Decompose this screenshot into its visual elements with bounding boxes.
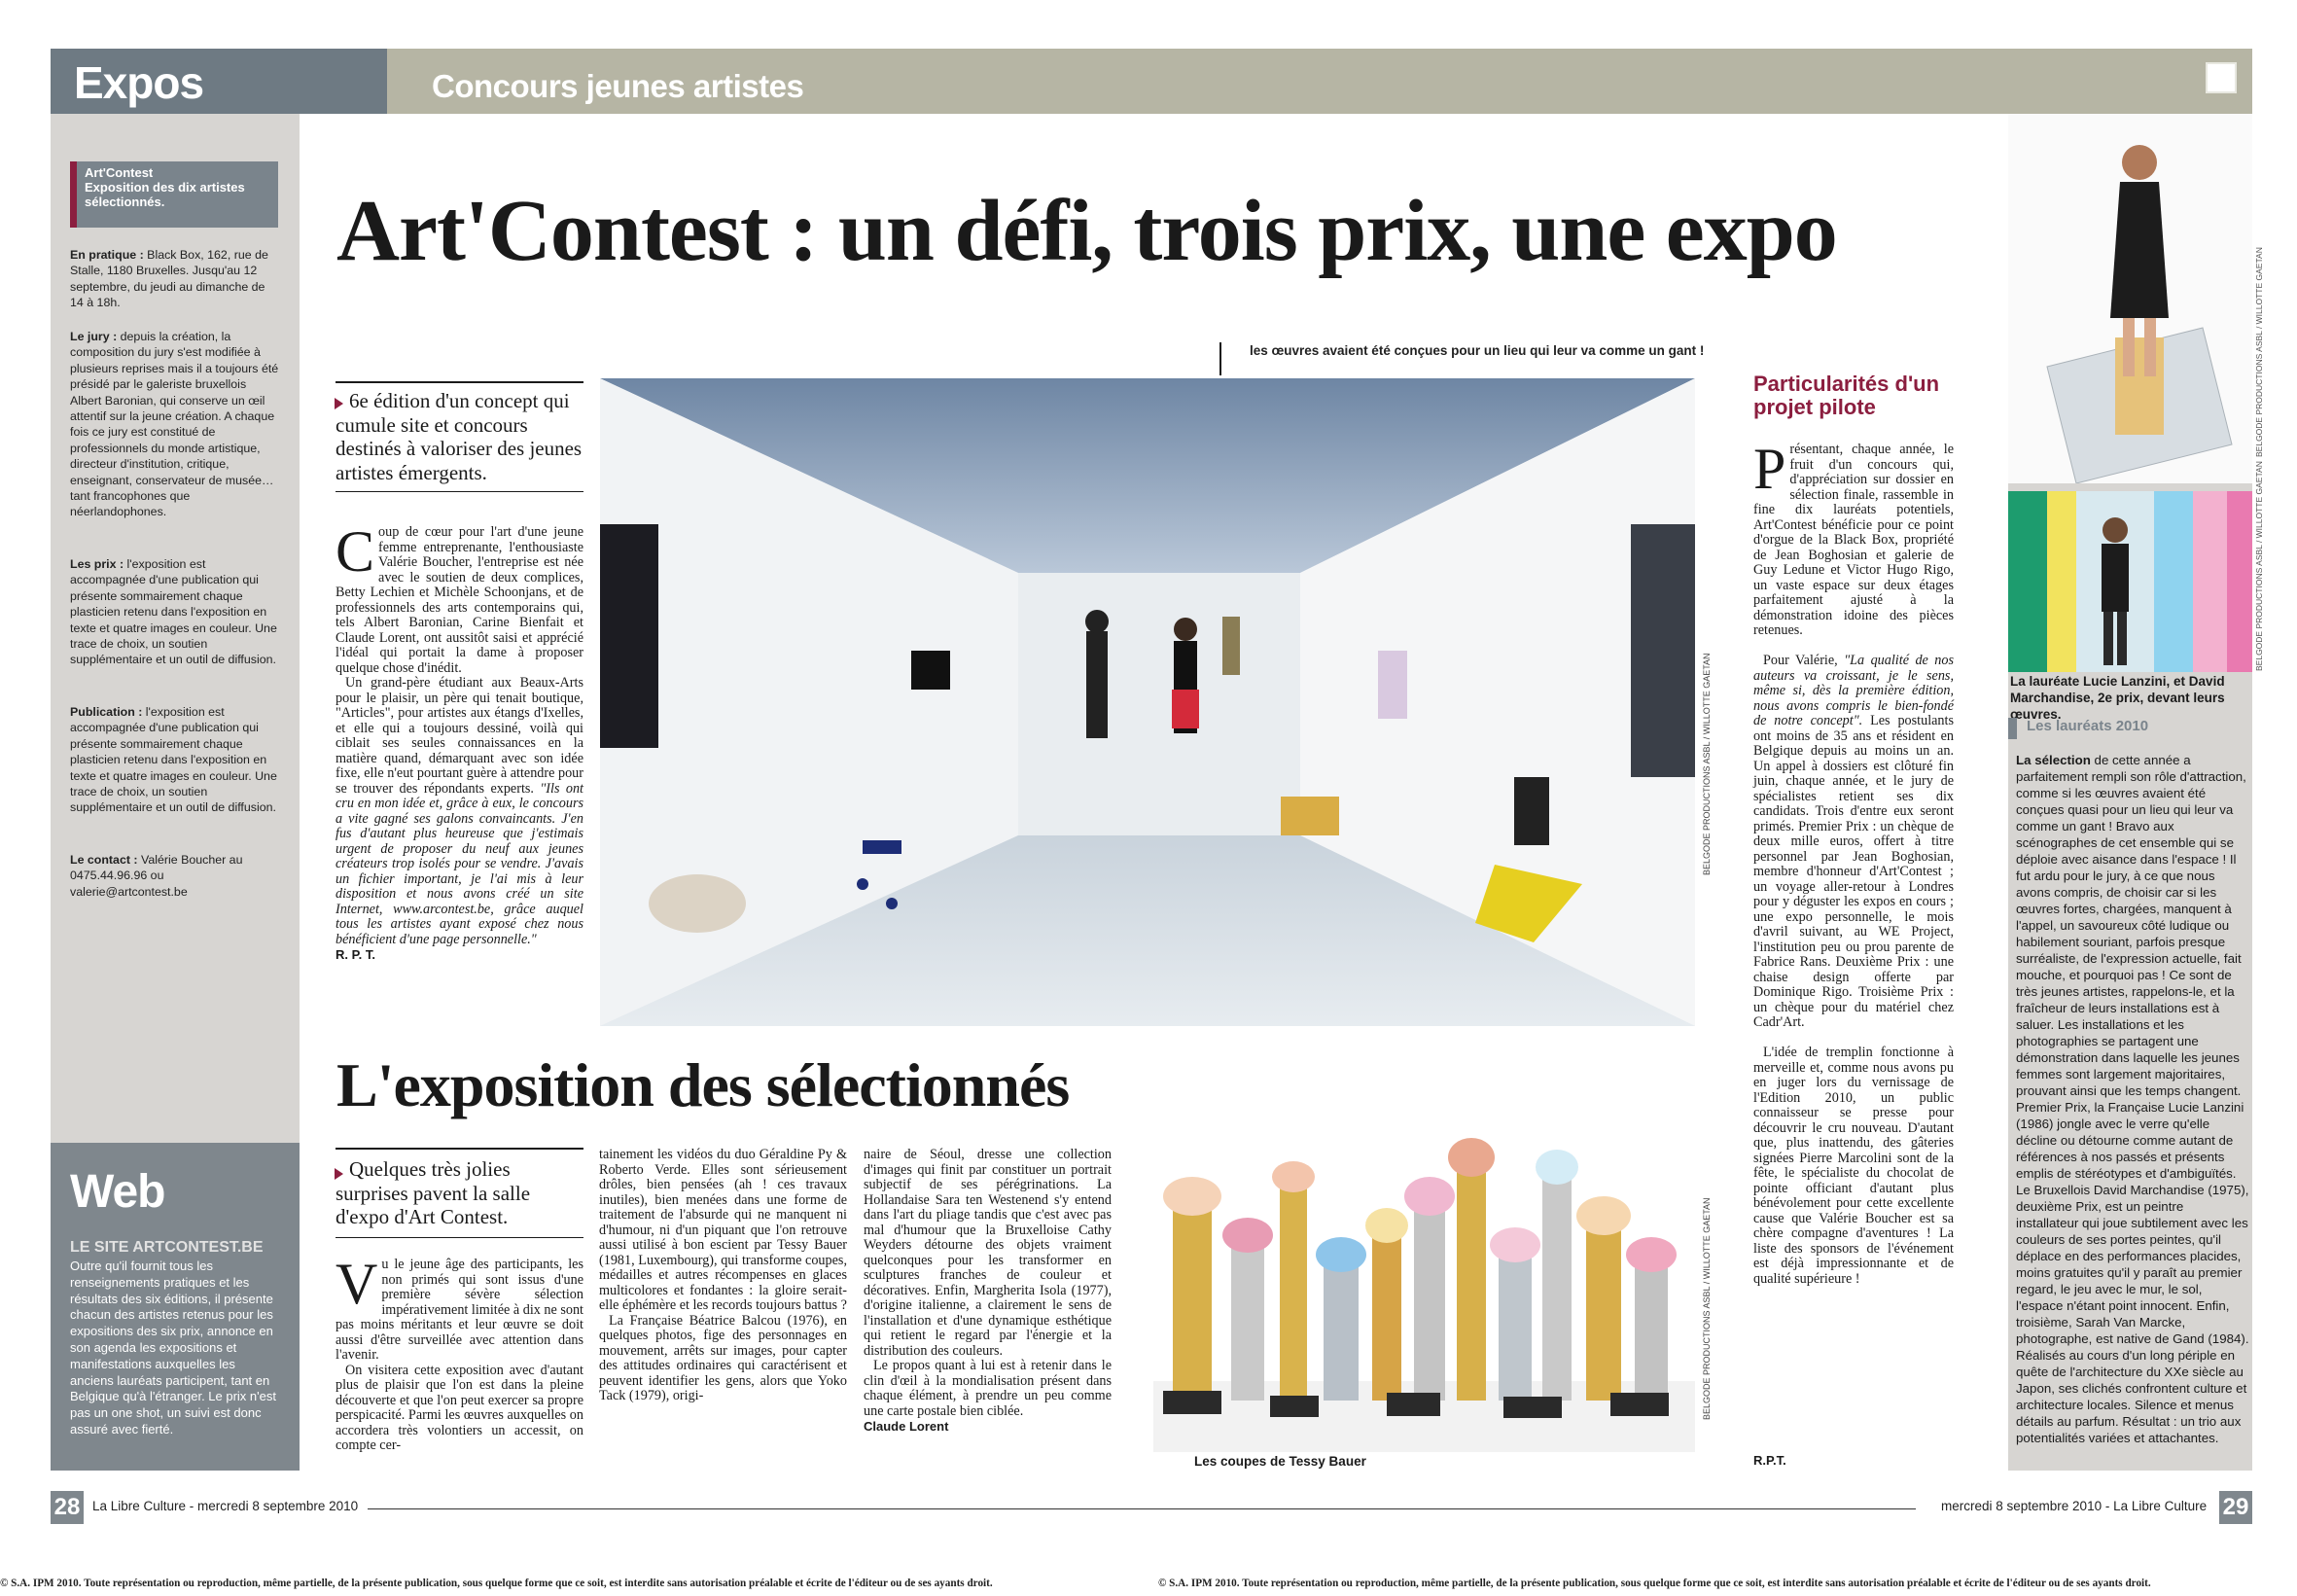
footer-text: mercredi 8 septembre 2010 - La Libre Culture	[1941, 1499, 2208, 1513]
gallery-photo	[600, 378, 1695, 1026]
page-title: Art'Contest : un défi, trois prix, une expo	[336, 183, 1837, 279]
footer-rule	[368, 1508, 1916, 1509]
web-subtitle: LE SITE ARTCONTEST.BE	[70, 1239, 264, 1256]
section-label: Expos	[74, 57, 204, 108]
article-column: Vu le jeune âge des participants, les non primés qui sont issus d'une première sévère sélection impérativement limitée à dix ne sont pas moins méritants et leur œuvre se doit aussi d'être surveillée avec attention dans l'avenir. On visitera cette exposition avec d'autant plus de plaisir que l'on est dans la pleine découverte et que l'on peut exercer sa propre perspicacité. Parmi les œuvres auxquelles on accordera très volontiers un accessit, on compte cer-	[336, 1252, 583, 1453]
copyright-notice: © S.A. IPM 2010. Toute représentation ou reproduction, même partielle, de la présente publication, sous quelque forme que ce soit, est interdite sans autorisation préalable et écrite de l'éditeur ou de ses ayants droit.	[1158, 1578, 2151, 1589]
laureates-text: La sélection de cette année a parfaitement rempli son rôle d'attraction, comme si les œuvres avaient été conçues quasi pour un lieu qui leur va comme un gant ! Bravo aux scénographes de cet ensemble qui se déploie avec aisance dans l'espace ! Il fut ardu pour le jury, à ce que nous avons compris, de choisir car si les œuvres fortes, chargées, manquent à l'appel, un savoureux côté ludique ou habilement souriant, parfois presque surréaliste, de l'expression actuelle, fait mouche, et pourquoi pas ! Ce sont de très jeunes artistes, rappelons-le, et la fraîcheur de leurs installations est à saluer. Les installations et les photographies se partagent une démonstration dans laquelle les jeunes femmes sont largement majoritaires, prouvant ainsi que les temps changent. Premier Prix, la Française Lucie Lanzini (1986) jongle avec le verre qu'elle décline ou détourne comme autant de références à nos passés et présents emplis de stéréotypes et d'ambiguïtés. Le Bruxellois David Marchandise (1975), deuxième Prix, est un peintre installateur qui joue subtilement avec les couleurs de ses portes peintes, qu'il déplace en des performances placides, moins gratuites qu'il y paraît au premier regard, le jeu avec le mur, le sol, l'espace n'étant point innocent. Enfin, troisième, Sarah Van Marcke, photographe, est native de Gand (1984). Réalisés au cours d'un long périple en quête de l'architecture du XXe siècle au Japon, ses clichés confrontent culture et architecture locales. Silence et menus détails au parfum. Résultat : un trio aux potentialités variées et attachantes.	[2016, 753, 2249, 1445]
pull-quote: les œuvres avaient été conçues pour un lieu qui leur va comme un gant !	[1250, 343, 1705, 358]
dropcap: C	[336, 519, 375, 584]
article-intro: Quelques très jolies surprises pavent la salle d'expo d'Art Contest.	[336, 1157, 531, 1228]
web-text: Outre qu'il fournit tous les renseignements pratiques et les résultats des six éditions, il présente chacun des artistes retenus pour les expositions des six prix, annonce en son agenda les expositions et manifestations auxquelles les anciens lauréats participent, tant en Belgique qu'à l'étranger. Le prix n'est pas un one shot, un suivi est donc assuré avec fierté.	[70, 1259, 276, 1436]
signature: R. P. T.	[336, 947, 375, 962]
page-number: 29	[2219, 1491, 2252, 1524]
copyright-notice: © S.A. IPM 2010. Toute représentation ou reproduction, même partielle, de la présente publication, sous quelque forme que ce soit, est interdite sans autorisation préalable et écrite de l'éditeur ou de ses ayants droit.	[0, 1578, 993, 1589]
section-title: L'exposition des sélectionnés	[336, 1050, 1070, 1119]
right-heading: Particularités d'un projet pilote	[1753, 372, 1940, 419]
dropcap: P	[1753, 437, 1786, 501]
page-number: 28	[51, 1491, 84, 1524]
sidebar-publication: Publication : l'exposition est accompagnée d'une publication qui présente sommairement chaque plasticien retenu dans l'exposition en texte et quatre images en couleur. Une trace de choix, un soutien supplémentaire et un outil de diffusion.	[70, 705, 277, 815]
intro-bottom-rule	[336, 491, 583, 492]
sidebar-tag	[70, 161, 278, 228]
photo-credit: BELGODE PRODUCTIONS ASBL / WILLOTTE GAETAN	[1702, 1197, 1712, 1420]
intro2-top-rule	[336, 1148, 583, 1150]
sidebar-contact: Le contact : Valérie Boucher au 0475.44.96.96 ou valerie@artcontest.be	[70, 853, 243, 899]
photo-credit: BELGODE PRODUCTIONS ASBL / WILLOTTE GAETAN	[2254, 247, 2264, 457]
intro2-bottom-rule	[336, 1237, 583, 1238]
tag-line: sélectionnés.	[85, 195, 165, 209]
signature: Claude Lorent	[864, 1419, 949, 1434]
sidebar-practical: En pratique : Black Box, 162, rue de Stalle, 1180 Bruxelles. Jusqu'au 12 septembre, du jeudi au dimanche de 14 à 18h.	[70, 248, 268, 310]
right-article-body: Présentant, chaque année, le fruit d'un concours qui, d'appréciation sur dossier en sélection finale, rassemble in fine dix lauréats potentiels, Art'Contest bénéficie pour ce point d'orgue de la Black Box, propriété de Jean Boghosian et galerie de Guy Ledune et Victor Hugo Rigo, un vaste espace sur deux étages parfaitement ajusté à la démonstration idoine des pièces retenues. Pour Valérie, "La qualité de nos auteurs va croissant, je le sens, même si, dès la première édition, nous avons compris le bien-fondé de notre concept". Les postulants ont moins de 35 ans et résident en Belgique depuis au moins un an. Un appel à dossiers est clôturé fin juin, chaque année, et le jury de spécialistes retient ses dix candidats. Trois d'entre eux seront primés. Premier Prix : un chèque de deux mille euros, offert à titre personnel par Jean Boghosian, membre d'honneur d'Art'Contest ; un voyage aller-retour à Londres pour y déguster les expos en cours ; une expo personnelle, le mois d'avril suivant, au WE Project, l'institution peu ou prou parente de Fabrice Rans. Deuxième Prix : une chaise design offerte par Dominique Rigo. Troisième Prix : un chèque pour du matériel chez Cadr'Art. L'idée de tremplin fonctionne à merveille et, comme nous avons pu en juger lors du vernissage de l'Edition 2010, un public connaisseur se presse pour découvrir le cru nouveau. D'autant que, plus inattendu, des gâteries signées Pierre Marcolini sont de la fête, le spécialiste du chocolat de pointe officiant d'autant plus bénévolement pour cette excellente cause que Valérie Boucher est sa chère compagne d'aventures ! La liste des sponsors de l'événement est déjà impressionnante et de qualité supérieure !	[1753, 437, 1955, 1287]
web-title: Web	[70, 1166, 165, 1218]
sidebar-jury: Le jury : depuis la création, la composition du jury s'est modifiée à plusieurs reprises mais il a toujours été présidé par le galeriste bruxellois Albert Baronian, qui conserve un œil attentif sur la jeune création. A chaque fois ce jury est constitué de professionnels du monde artistique, directeur d'institution, critique, enseignant, conservateur de musée… tant francophones que néerlandophones.	[70, 330, 279, 519]
footer-text: La Libre Culture - mercredi 8 septembre 2010	[92, 1499, 359, 1513]
laureate-photo	[2008, 114, 2252, 483]
photo-credit: BELGODE PRODUCTIONS ASBL / WILLOTTE GAETAN	[1702, 653, 1712, 875]
quote-bar	[1219, 342, 1221, 375]
article-column: tainement les vidéos du duo Géraldine Py & Roberto Verde. Elles sont sérieusement drôles, bien pensées (ah ! ces travaux inutiles), bien menées dans une forme de traitement de l'absurde qui ne manquent ni d'humour, ni d'un piquant que l'on retrouve aussi utilisé à bon escient par Tessy Bauer (1981, Luxembourg), qui transforme coupes, médailles et autres récompenses en glaces multicolores et fondantes : la gloire serait-elle éphémère et les records toujours battus ? La Française Béatrice Balcou (1976), en quelques photos, fige des personnages en mouvement, arrêts sur images, pour capter des attitudes ordinaires qui caractérisent et peuvent identifier les gens, alors que Yoko Tack (1979), origi-	[599, 1147, 847, 1403]
laureate-photo	[2008, 491, 2252, 672]
signature: R.P.T.	[1753, 1453, 1786, 1468]
tag-line: Exposition des dix artistes	[85, 180, 245, 195]
photo-caption: Les coupes de Tessy Bauer	[1194, 1454, 1366, 1469]
dropcap: V	[336, 1252, 378, 1316]
photo-caption: La lauréate Lucie Lanzini, et David Marchandise, 2e prix, devant leurs œuvres.	[2010, 674, 2225, 722]
tag-line: Art'Contest	[85, 165, 154, 180]
article-body: Coup de cœur pour l'art d'une jeune femme entreprenante, l'enthousiaste Valérie Boucher, l'entreprise est née avec le soutien de deux complices, Betty Lechien et Michèle Schoonjans, et de professionnels des arts contemporains qui, tels Albert Baronian, Carine Bienfait et Claude Lorent, ont aussitôt saisi et apprécié l'idéal qui portait la dame à proposer quelque chose d'inédit. Un grand-père étudiant aux Beaux-Arts pour le plaisir, un père qui tenait boutique, "Articles", pour artistes aux étangs d'Ixelles, et elle qui a toujours dessiné, voilà qui ciblait ses seules connaissances en la matière quand, démarquant avec son idée fixe, elle n'eut pourtant guère à attendre pour se trouver des répondants experts. "Ils ont cru en mon idée et, grâce à eux, le concours a vite gagné ses galons convaincants. J'en fus d'autant plus heureuse que j'estimais urgent de proposer du neuf aux jeunes créateurs trop isolés pour se vendre. J'avais un fichier important, je l'ai mis à leur disposition et nous avons créé un site Internet, www.arcontest.be, grâce auquel tous les artistes ayant exposé chez nous bénéficient d'une page personnelle." R. P. T.	[336, 519, 583, 962]
sidebar-prizes: Les prix : l'exposition est accompagnée d'une publication qui présente sommairement chaque plasticien retenu dans l'exposition en texte et quatre images en couleur. Une trace de choix, un soutien supplémentaire et un outil de diffusion.	[70, 557, 277, 667]
photo-credit: BELGODE PRODUCTIONS ASBL / WILLOTTE GAETAN	[2254, 461, 2264, 671]
corner-square-icon	[2206, 62, 2237, 93]
article-column: naire de Séoul, dresse une collection d'images qui finit par constituer un portrait subjectif de ses pérégrinations. La Hollandaise Sara ten Westenend s'y entend dans l'art du pliage tandis que c'est avec pas mal d'humour que la Bruxelloise Cathy Weyders détourne des objets vraiment quelconques pour les transformer en sculptures franches de couleur et décoratives. Enfin, Margherita Isola (1977), d'origine italienne, a clairement le sens de l'installation et d'une dynamique esthétique qui retient le regard par l'énergie et la distribution des couleurs. Le propos quant à lui est à retenir dans le clin d'œil à la mondialisation présent dans chaque élément, à prendre un peu comme une carte postale bien ciblée. Claude Lorent	[864, 1147, 1112, 1434]
laureates-heading: Les lauréats 2010	[2008, 718, 2252, 739]
trophies-photo	[1153, 1060, 1695, 1452]
intro-top-rule	[336, 381, 583, 383]
rubric-label: Concours jeunes artistes	[432, 68, 804, 104]
article-intro: 6e édition d'un concept qui cumule site et concours destinés à valoriser des jeunes artistes émergents.	[336, 389, 583, 484]
